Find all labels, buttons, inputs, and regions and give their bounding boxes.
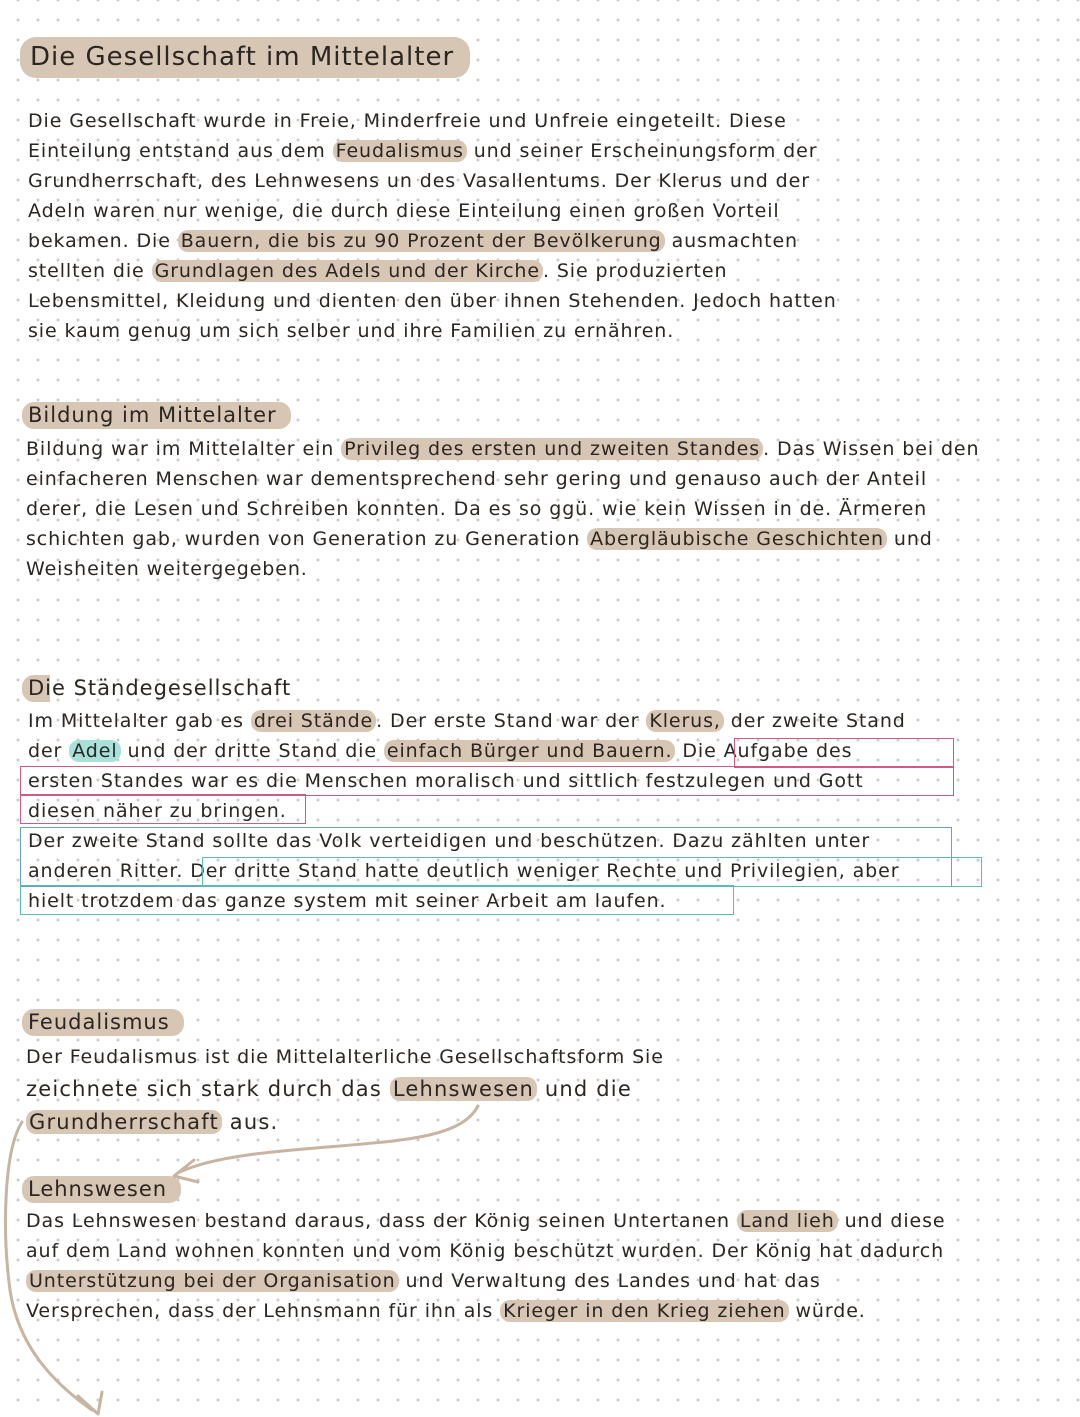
lehnswesen-heading-text: Lehnswesen: [22, 1176, 181, 1203]
text-segment: Die Gesellschaft wurde in Freie, Minderfreie und Unfreie eingeteilt. Diese: [28, 110, 787, 132]
text-segment: auf dem Land wohnen konnten und vom König beschützt wurden. Der König hat dadurch: [26, 1240, 945, 1262]
highlighted-text: Grundlagen des Adels und der Kirche: [152, 260, 543, 282]
highlighted-text: Land lieh: [737, 1210, 838, 1232]
text-segment: ausmachten: [664, 230, 798, 252]
text-segment: . Sie produzierten: [542, 260, 728, 282]
text-segment: Die Aufgabe des: [675, 740, 853, 762]
text-segment: sie kaum genug um sich selber und ihre Familien zu ernähren.: [28, 320, 675, 342]
highlighted-text: drei Stände: [251, 710, 376, 732]
text-segment: Versprechen, dass der Lehnsmann für ihn als: [26, 1300, 501, 1322]
text-segment: der zweite Stand: [723, 710, 906, 732]
text-segment: schichten gab, wurden von Generation zu Generation: [26, 528, 588, 550]
text-segment: bekamen. Die: [28, 230, 178, 252]
text-segment: Der Feudalismus ist die Mittelalterliche Gesellschaftsform Sie: [26, 1046, 664, 1068]
text-segment: und der dritte Stand die: [120, 740, 384, 762]
highlighted-text: Klerus,: [646, 710, 724, 732]
text-segment: Das Lehnswesen bestand daraus, dass der König seinen Untertanen: [26, 1210, 737, 1232]
highlighted-text: Krieger in den Krieg ziehen: [500, 1300, 788, 1322]
text-segment: und seiner Erscheinungsform der: [466, 140, 818, 162]
text-segment: Bildung war im Mittelalter ein: [26, 438, 342, 460]
text-segment: stellten die: [28, 260, 152, 282]
staende-heading-text: Die Ständegesellschaft: [22, 675, 305, 702]
text-segment: Im Mittelalter gab es: [28, 710, 251, 732]
text-segment: ersten Standes war es die Menschen moralisch und sittlich festzulegen und Gott: [28, 770, 864, 792]
bildung-heading-text: Bildung im Mittelalter: [22, 402, 291, 429]
curved-arrow-lehnswesen: [180, 1106, 478, 1172]
highlighted-text: Feudalismus: [333, 140, 467, 162]
feudalismus-heading-text: Feudalismus: [22, 1009, 184, 1036]
highlighted-text: Grundherrschaft: [26, 1110, 222, 1134]
highlighted-text: Lehnswesen: [390, 1077, 537, 1101]
curved-arrow-grundherrschaft: [6, 1122, 92, 1410]
text-segment: anderen Ritter. Der dritte Stand hatte deutlich weniger Rechte und Privilegien, aber: [28, 860, 900, 882]
highlighted-text: Bauern, die bis zu 90 Prozent der Bevölkerung: [178, 230, 665, 252]
text-segment: und: [886, 528, 933, 550]
highlighted-text: Privileg des ersten und zweiten Standes: [341, 438, 763, 460]
text-segment: . Das Wissen bei den: [763, 438, 980, 460]
text-segment: zeichnete sich stark durch das: [26, 1077, 390, 1101]
text-segment: Adeln waren nur wenige, die durch diese Einteilung einen großen Vorteil: [28, 200, 780, 222]
text-segment: und diese: [837, 1210, 946, 1232]
text-segment: derer, die Lesen und Schreiben konnten. Da es so ggü. wie kein Wissen in de. Ärmeren: [26, 498, 928, 520]
highlighted-text: Abergläubische Geschichten: [587, 528, 887, 550]
highlighted-text: Unterstützung bei der Organisation: [26, 1270, 399, 1292]
text-segment: Der zweite Stand sollte das Volk verteidigen und beschützen. Dazu zählten unter: [28, 830, 871, 852]
text-segment: einfacheren Menschen war dementsprechend sehr gering und genauso auch der Anteil: [26, 468, 928, 490]
text-segment: würde.: [788, 1300, 866, 1322]
text-segment: Lebensmittel, Kleidung und dienten den über ihnen Stehenden. Jedoch hatten: [28, 290, 837, 312]
text-segment: und die: [536, 1077, 632, 1101]
text-segment: diesen näher zu bringen.: [28, 800, 287, 822]
highlighted-text: einfach Bürger und Bauern.: [384, 740, 676, 762]
highlighted-text: Adel: [69, 740, 120, 762]
page-title-text: Die Gesellschaft im Mittelalter: [20, 37, 470, 78]
text-segment: . Der erste Stand war der: [376, 710, 647, 732]
text-segment: und Verwaltung des Landes und hat das: [398, 1270, 821, 1292]
text-segment: aus.: [221, 1110, 279, 1134]
text-segment: hielt trotzdem das ganze system mit seiner Arbeit am laufen.: [28, 890, 667, 912]
text-segment: Grundherrschaft, des Lehnwesens un des Vasallentums. Der Klerus und der: [28, 170, 810, 192]
text-segment: der: [28, 740, 70, 762]
text-segment: Weisheiten weitergegeben.: [26, 558, 308, 580]
text-segment: Einteilung entstand aus dem: [28, 140, 333, 162]
